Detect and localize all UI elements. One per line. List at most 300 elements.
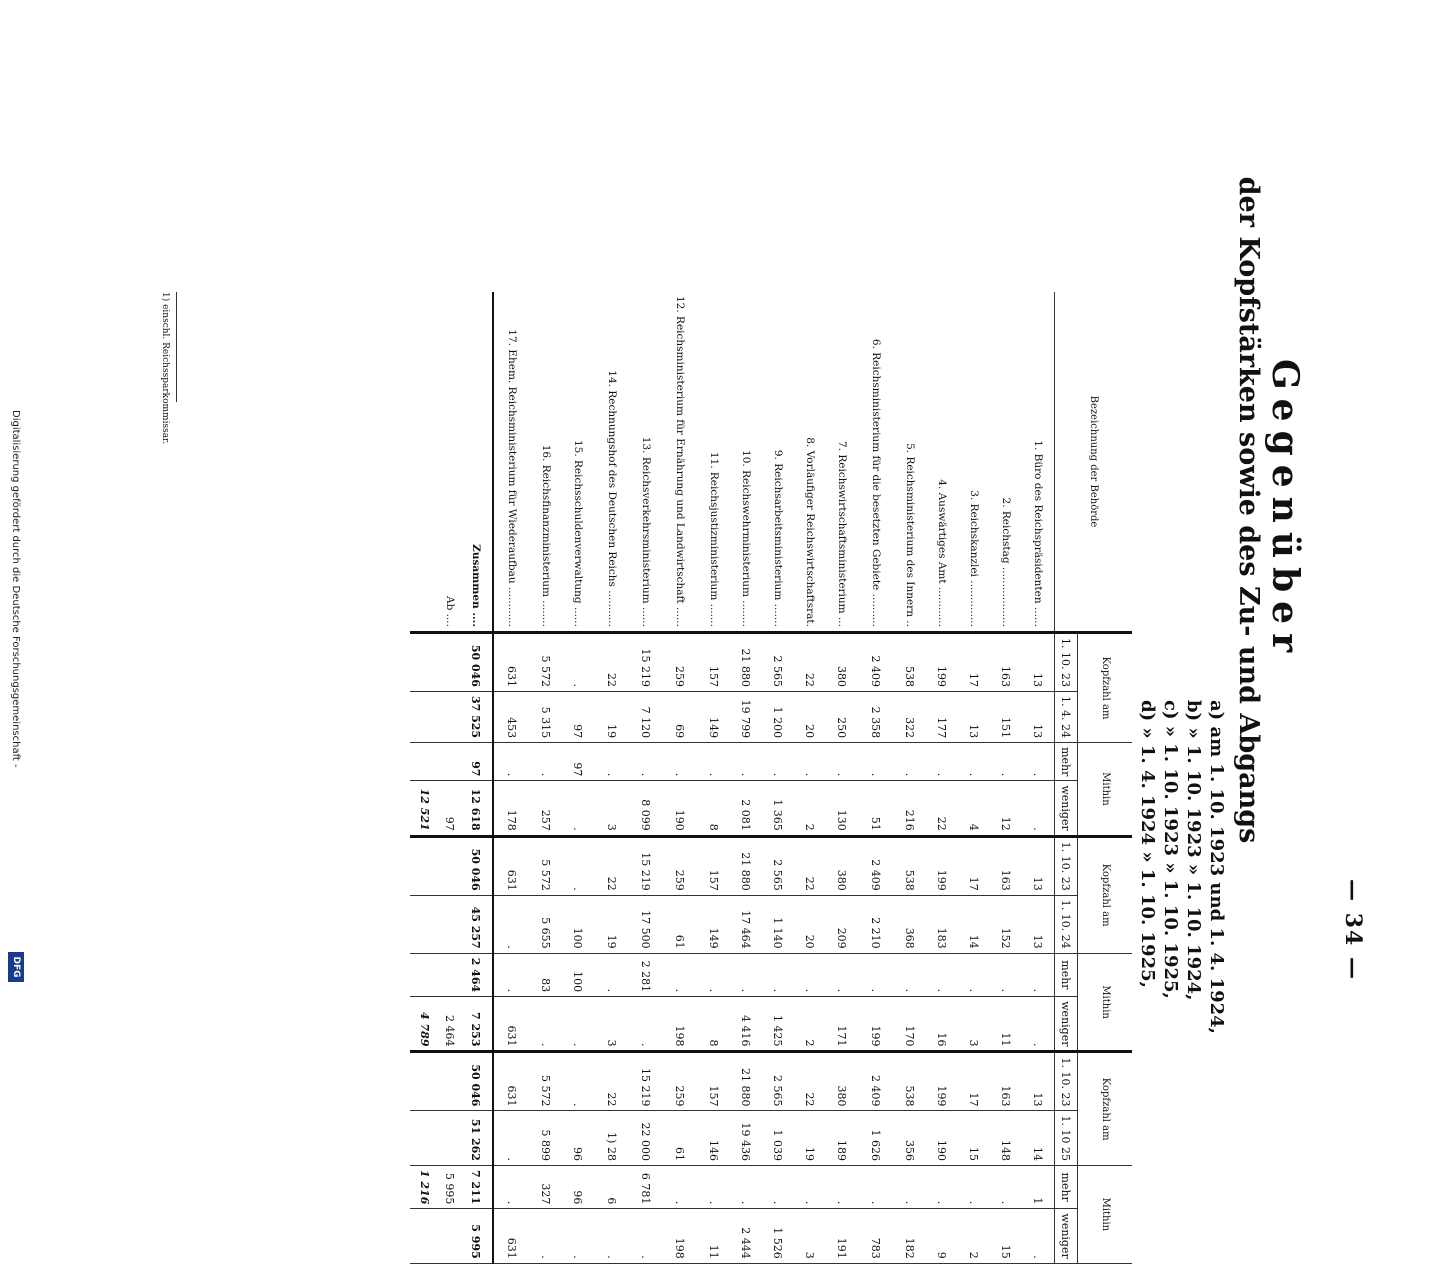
tot-cell: 5 995 xyxy=(460,1209,493,1263)
group-header-kopfzahl-a: Kopfzahl am xyxy=(1078,632,1133,742)
table-cell: 5 655 xyxy=(530,895,562,953)
row-name: Reichsarbeitsministerium ....... xyxy=(772,463,784,627)
fin-cell xyxy=(410,895,440,953)
row-name: Büro des Reichspräsidenten ...... xyxy=(1032,453,1044,627)
table-cell: . xyxy=(493,895,530,953)
table-cell: . xyxy=(990,743,1022,781)
fin-cell xyxy=(410,743,440,781)
table-cell: . xyxy=(730,743,762,781)
table-cell: 22 xyxy=(926,781,958,836)
table-cell: 2 565 xyxy=(762,1052,794,1111)
table-cell: 11 xyxy=(990,997,1022,1052)
digitization-credit: Digitalisierung gefördert durch die Deutsche Forschungsgemeinschaft - xyxy=(10,410,21,768)
table-cell: 100 xyxy=(562,895,594,953)
row-number: 13. xyxy=(640,436,652,454)
table-cell: . xyxy=(730,1165,762,1208)
table-cell: 21 880 xyxy=(730,836,762,895)
sub-header-date: 1. 10. 24 xyxy=(1055,895,1078,953)
table-cell: 2 565 xyxy=(762,836,794,895)
page-number: — 34 — xyxy=(1340,879,1366,981)
fin-row xyxy=(410,292,440,1263)
table-cell: 178 xyxy=(493,781,530,836)
table-cell: 22 xyxy=(594,1052,630,1111)
sub-cell: 97 xyxy=(440,781,460,836)
table-cell: 5 899 xyxy=(530,1111,562,1165)
table-cell: 2 xyxy=(958,1209,990,1263)
fin-cell xyxy=(410,1111,440,1165)
table-cell: 631 xyxy=(493,1052,530,1111)
row-name: Reichsfinanzministerium ........ xyxy=(540,464,552,627)
fin-cell xyxy=(410,836,440,895)
tot-cell: 50 046 xyxy=(460,1052,493,1111)
table-row xyxy=(630,292,662,1263)
row-name: Ehem. Reichsministerium für Wiederaufbau ............ xyxy=(506,349,518,627)
table-cell: 4 416 xyxy=(730,997,762,1052)
row-label xyxy=(493,292,530,632)
row-name: Reichswirtschaftsministerium ... xyxy=(836,454,848,627)
column-header-name: Bezeichnung der Behörde xyxy=(1055,292,1133,632)
table-cell: . xyxy=(698,953,730,996)
table-cell: 631 xyxy=(493,997,530,1052)
table-cell: 15 219 xyxy=(630,632,662,691)
sub-cell xyxy=(440,836,460,895)
table-cell: 130 xyxy=(826,781,858,836)
row-name: Reichsministerium des Innern .. xyxy=(904,456,916,627)
row-label xyxy=(662,292,698,632)
table-row xyxy=(662,292,698,1263)
date-line-b: b) » 1. 10. 1923 » 1. 10. 1924, xyxy=(1183,700,1204,1001)
tot-cell: 97 xyxy=(460,743,493,781)
table-cell: 631 xyxy=(493,836,530,895)
table-cell: 16 xyxy=(926,997,958,1052)
table-cell: 17 xyxy=(958,1052,990,1111)
table-cell: . xyxy=(594,743,630,781)
table-cell: 83 xyxy=(530,953,562,996)
row-name: Reichsjustizministerium ....... xyxy=(708,471,720,627)
table-cell: 259 xyxy=(662,1052,698,1111)
group-header-kopfzahl-b: Kopfzahl am xyxy=(1078,836,1133,953)
table-row xyxy=(493,292,530,1263)
table-cell: 198 xyxy=(662,1209,698,1263)
fin-cell xyxy=(410,691,440,742)
table-cell: 538 xyxy=(894,632,926,691)
sub-cell xyxy=(440,895,460,953)
table-cell: 9 xyxy=(926,1209,958,1263)
table-cell: . xyxy=(894,1165,926,1208)
table-row xyxy=(958,292,990,1263)
tot-cell: 7 211 xyxy=(460,1165,493,1208)
table-cell: 21 880 xyxy=(730,632,762,691)
group-header-kopfzahl-c: Kopfzahl am xyxy=(1078,1052,1133,1165)
table-cell: 259 xyxy=(662,632,698,691)
table-cell: 163 xyxy=(990,1052,1022,1111)
row-label xyxy=(698,292,730,632)
fin-cell xyxy=(410,1209,440,1263)
page-title: Gegenüber xyxy=(1264,358,1306,662)
fin-cell: 12 521 xyxy=(410,781,440,836)
tot-label: Zusammen .... xyxy=(460,292,493,632)
sub-cell xyxy=(440,1209,460,1263)
table-cell: . xyxy=(630,1209,662,1263)
sub-cell: 5 995 xyxy=(440,1165,460,1208)
sub-label: Ab .... xyxy=(440,292,460,632)
table-cell: 51 xyxy=(858,781,894,836)
table-cell: . xyxy=(990,953,1022,996)
row-number: 6. xyxy=(870,338,882,349)
table-row xyxy=(990,292,1022,1263)
table-cell: . xyxy=(594,953,630,996)
table-cell: 15 219 xyxy=(630,1052,662,1111)
row-name: Reichswehrministerium ........ xyxy=(740,470,752,627)
row-name: Rechnungshof des Deutschen Reichs ........... xyxy=(606,390,618,627)
fin-cell: 1 216 xyxy=(410,1165,440,1208)
tot-cell: 51 262 xyxy=(460,1111,493,1165)
table-cell: 1 039 xyxy=(762,1111,794,1165)
row-label xyxy=(562,292,594,632)
group-header-mithin-c: Mithin xyxy=(1078,1165,1133,1263)
sub-header-mehr: mehr xyxy=(1055,953,1078,996)
row-number: 10. xyxy=(740,450,752,467)
table-cell: . xyxy=(562,781,594,836)
table-cell: . xyxy=(530,743,562,781)
table-cell: 199 xyxy=(858,997,894,1052)
table-cell: . xyxy=(1022,743,1055,781)
sub-header-weniger: weniger xyxy=(1055,781,1078,836)
table-cell: 3 xyxy=(794,1209,826,1263)
table-cell: . xyxy=(794,743,826,781)
row-number: 16. xyxy=(540,444,552,462)
table-row xyxy=(1022,292,1055,1263)
table-cell: 2 409 xyxy=(858,632,894,691)
date-line-a: a) am 1. 10. 1923 und 1. 4. 1924, xyxy=(1206,700,1227,1034)
table-cell: . xyxy=(762,953,794,996)
sub-row xyxy=(440,292,460,1263)
row-number: 5. xyxy=(904,443,916,454)
row-number: 2. xyxy=(1000,497,1012,508)
table-cell: 163 xyxy=(990,632,1022,691)
table-cell: 538 xyxy=(894,836,926,895)
table-cell: 322 xyxy=(894,691,926,742)
table-row xyxy=(762,292,794,1263)
row-label xyxy=(826,292,858,632)
table-cell: 4 xyxy=(958,781,990,836)
table-cell: 356 xyxy=(894,1111,926,1165)
table-cell: 100 xyxy=(562,953,594,996)
table-cell: 1 626 xyxy=(858,1111,894,1165)
row-name: Auswärtiges Amt ............ xyxy=(936,492,948,627)
table-row xyxy=(562,292,594,1263)
row-label xyxy=(730,292,762,632)
sub-header-date: 1. 10. 23 xyxy=(1055,836,1078,895)
table-cell: 2 358 xyxy=(858,691,894,742)
table-cell: 14 xyxy=(1022,1111,1055,1165)
table-group-header xyxy=(1078,292,1133,1263)
table-cell: 257 xyxy=(530,781,562,836)
table-cell: 148 xyxy=(990,1111,1022,1165)
table-cell: 22 xyxy=(594,836,630,895)
row-name: Reichskanzlei .............. xyxy=(968,503,980,627)
fin-cell xyxy=(410,1052,440,1111)
table-cell: 13 xyxy=(958,691,990,742)
table-cell: . xyxy=(958,953,990,996)
table-cell: 2 281 xyxy=(630,953,662,996)
table-cell: 380 xyxy=(826,836,858,895)
table-cell: . xyxy=(958,1165,990,1208)
table-cell: 19 xyxy=(594,691,630,742)
sub-header-mehr: mehr xyxy=(1055,1165,1078,1208)
table-cell: 1 xyxy=(1022,1165,1055,1208)
date-line-c: c) » 1. 10. 1923 » 1. 10. 1925, xyxy=(1160,700,1181,999)
table-cell: 182 xyxy=(894,1209,926,1263)
row-number: 9. xyxy=(772,449,784,460)
table-cell: 163 xyxy=(990,836,1022,895)
row-name: Reichstag .................. xyxy=(1000,510,1012,627)
table-cell: 2 xyxy=(794,997,826,1052)
table-cell: 19 799 xyxy=(730,691,762,742)
table-cell: 2 409 xyxy=(858,1052,894,1111)
table-cell: 12 xyxy=(990,781,1022,836)
row-number: 12. xyxy=(674,296,686,313)
table-cell: . xyxy=(894,743,926,781)
sub-header-date: 1. 4. 24 xyxy=(1055,691,1078,742)
table-cell: . xyxy=(698,1165,730,1208)
table-cell: 149 xyxy=(698,691,730,742)
table-cell: 157 xyxy=(698,1052,730,1111)
sub-cell xyxy=(440,1052,460,1111)
table-cell: . xyxy=(926,1165,958,1208)
table-cell: 171 xyxy=(826,997,858,1052)
table-cell: 96 xyxy=(562,1111,594,1165)
fin-cell xyxy=(410,632,440,691)
table-cell: 250 xyxy=(826,691,858,742)
table-row xyxy=(730,292,762,1263)
table-row xyxy=(698,292,730,1263)
table-row xyxy=(530,292,562,1263)
page-subtitle: der Kopfstärken sowie des Zu- und Abgangs xyxy=(1233,176,1264,844)
table-cell: 5 315 xyxy=(530,691,562,742)
table-cell: . xyxy=(1022,953,1055,996)
table-cell: 1 140 xyxy=(762,895,794,953)
table-row xyxy=(826,292,858,1263)
table-cell: 1) 28 xyxy=(594,1111,630,1165)
table-cell: 14 xyxy=(958,895,990,953)
tot-row xyxy=(460,292,493,1263)
table-cell: 13 xyxy=(1022,895,1055,953)
row-number: 15. xyxy=(572,439,584,457)
table-row xyxy=(926,292,958,1263)
table-cell: 13 xyxy=(1022,691,1055,742)
row-number: 4. xyxy=(936,479,948,490)
table-cell: . xyxy=(794,1165,826,1208)
table-cell: 15 xyxy=(958,1111,990,1165)
table-cell: 97 xyxy=(562,743,594,781)
footnote-rule xyxy=(176,292,177,402)
sub-cell xyxy=(440,1111,460,1165)
table-cell: . xyxy=(1022,1209,1055,1263)
table-cell: 17 xyxy=(958,632,990,691)
table-cell: . xyxy=(698,743,730,781)
row-number: 17. xyxy=(506,329,518,346)
table-cell: 2 081 xyxy=(730,781,762,836)
table-cell: . xyxy=(926,743,958,781)
date-line-d: d) » 1. 4. 1924 » 1. 10. 1925, xyxy=(1137,700,1158,988)
row-name: Reichsministerium für Ernährung und Landwirtschaft ...... xyxy=(674,316,686,627)
table-cell: 216 xyxy=(894,781,926,836)
table-cell: 199 xyxy=(926,1052,958,1111)
table-cell: 198 xyxy=(662,997,698,1052)
row-name: Reichsschuldenverwaltung ...... xyxy=(572,460,584,627)
date-list xyxy=(1136,700,1228,1034)
table-body xyxy=(410,292,1055,1263)
sub-header-weniger: weniger xyxy=(1055,1209,1078,1263)
table-cell: . xyxy=(530,997,562,1052)
table-cell: 5 572 xyxy=(530,632,562,691)
sub-header-date: 1. 10. 23 xyxy=(1055,1052,1078,1111)
table-cell: 380 xyxy=(826,632,858,691)
table-cell: 1 200 xyxy=(762,691,794,742)
row-label xyxy=(990,292,1022,632)
table-cell: 190 xyxy=(926,1111,958,1165)
table-cell: 2 409 xyxy=(858,836,894,895)
table-cell: . xyxy=(826,953,858,996)
sub-cell xyxy=(440,632,460,691)
table-cell: 327 xyxy=(530,1165,562,1208)
table-cell: . xyxy=(858,1165,894,1208)
table-cell: 190 xyxy=(662,781,698,836)
table-cell: . xyxy=(662,1165,698,1208)
table-cell: 61 xyxy=(662,1111,698,1165)
table-cell: 20 xyxy=(794,691,826,742)
sub-cell xyxy=(440,743,460,781)
table-cell: 17 xyxy=(958,836,990,895)
table-cell: 631 xyxy=(493,1209,530,1263)
table-cell: 8 xyxy=(698,781,730,836)
table-cell: 6 781 xyxy=(630,1165,662,1208)
table-cell: 15 xyxy=(990,1209,1022,1263)
table-cell: 380 xyxy=(826,1052,858,1111)
sub-cell xyxy=(440,953,460,996)
table-cell: 183 xyxy=(926,895,958,953)
sub-header-date: 1. 10 25 xyxy=(1055,1111,1078,1165)
table-cell: 97 xyxy=(562,691,594,742)
dfg-logo: DFG xyxy=(8,952,24,982)
table-cell: . xyxy=(858,953,894,996)
table-cell: . xyxy=(662,743,698,781)
sub-header-mehr: mehr xyxy=(1055,743,1078,781)
sub-cell xyxy=(440,691,460,742)
table-cell: 61 xyxy=(662,895,698,953)
table-cell: . xyxy=(894,953,926,996)
table-cell: . xyxy=(493,953,530,996)
row-label xyxy=(926,292,958,632)
table-cell: 1 425 xyxy=(762,997,794,1052)
tot-cell: 37 525 xyxy=(460,691,493,742)
table-cell: 19 436 xyxy=(730,1111,762,1165)
table-cell: . xyxy=(1022,781,1055,836)
table-cell: 17 500 xyxy=(630,895,662,953)
table-cell: 177 xyxy=(926,691,958,742)
table-cell: 17 464 xyxy=(730,895,762,953)
table-cell: . xyxy=(990,1165,1022,1208)
table-cell: 189 xyxy=(826,1111,858,1165)
table-cell: 96 xyxy=(562,1165,594,1208)
table-cell: 453 xyxy=(493,691,530,742)
row-label xyxy=(958,292,990,632)
table-cell: . xyxy=(630,743,662,781)
tot-cell: 45 257 xyxy=(460,895,493,953)
row-number: 11. xyxy=(708,451,720,469)
table-cell: 631 xyxy=(493,632,530,691)
table-cell: 2 444 xyxy=(730,1209,762,1263)
table-cell: . xyxy=(562,1209,594,1263)
table-cell: 3 xyxy=(594,997,630,1052)
table-cell: 7 120 xyxy=(630,691,662,742)
group-header-mithin-a: Mithin xyxy=(1078,743,1133,837)
table-cell: . xyxy=(562,632,594,691)
row-number: 7. xyxy=(836,441,848,452)
row-label xyxy=(1022,292,1055,632)
table-cell: . xyxy=(730,953,762,996)
table-cell: . xyxy=(594,1209,630,1263)
table-cell: . xyxy=(762,1165,794,1208)
table-cell: . xyxy=(958,743,990,781)
table-cell: . xyxy=(562,1052,594,1111)
table-cell: 13 xyxy=(1022,632,1055,691)
tot-cell: 12 618 xyxy=(460,781,493,836)
table-cell: 2 210 xyxy=(858,895,894,953)
table-cell: . xyxy=(530,1209,562,1263)
table-cell: . xyxy=(858,743,894,781)
table-cell: . xyxy=(562,997,594,1052)
table-cell: 8 099 xyxy=(630,781,662,836)
tot-cell: 2 464 xyxy=(460,953,493,996)
table-cell: 191 xyxy=(826,1209,858,1263)
table-cell: 368 xyxy=(894,895,926,953)
table-cell: 152 xyxy=(990,895,1022,953)
table-cell: 22 000 xyxy=(630,1111,662,1165)
table-cell: 8 xyxy=(698,997,730,1052)
table-cell: 538 xyxy=(894,1052,926,1111)
table-cell: 5 572 xyxy=(530,836,562,895)
table-cell: 259 xyxy=(662,836,698,895)
table-cell: . xyxy=(493,1111,530,1165)
table-cell: 170 xyxy=(894,997,926,1052)
table-cell: 6 xyxy=(594,1165,630,1208)
table-cell: 149 xyxy=(698,895,730,953)
row-name: Reichsverkehrsministerium ...... xyxy=(640,456,652,627)
table-cell: . xyxy=(762,743,794,781)
row-number: 1. xyxy=(1032,440,1044,451)
footnote: 1) einschl. Reichssparkommissar. xyxy=(160,292,170,445)
tot-cell: 50 046 xyxy=(460,632,493,691)
table-cell: 2 xyxy=(794,781,826,836)
row-label xyxy=(894,292,926,632)
table-row xyxy=(794,292,826,1263)
table-cell: 157 xyxy=(698,632,730,691)
table-cell: 22 xyxy=(794,1052,826,1111)
table-cell: . xyxy=(562,836,594,895)
table-cell: 209 xyxy=(826,895,858,953)
table-cell: 1 365 xyxy=(762,781,794,836)
sub-cell: 2 464 xyxy=(440,997,460,1052)
sub-header-weniger: weniger xyxy=(1055,997,1078,1052)
table-cell: 22 xyxy=(594,632,630,691)
table-row xyxy=(858,292,894,1263)
row-number: 3. xyxy=(968,490,980,501)
table-cell: 15 219 xyxy=(630,836,662,895)
table-cell: 69 xyxy=(662,691,698,742)
table-cell: 199 xyxy=(926,836,958,895)
